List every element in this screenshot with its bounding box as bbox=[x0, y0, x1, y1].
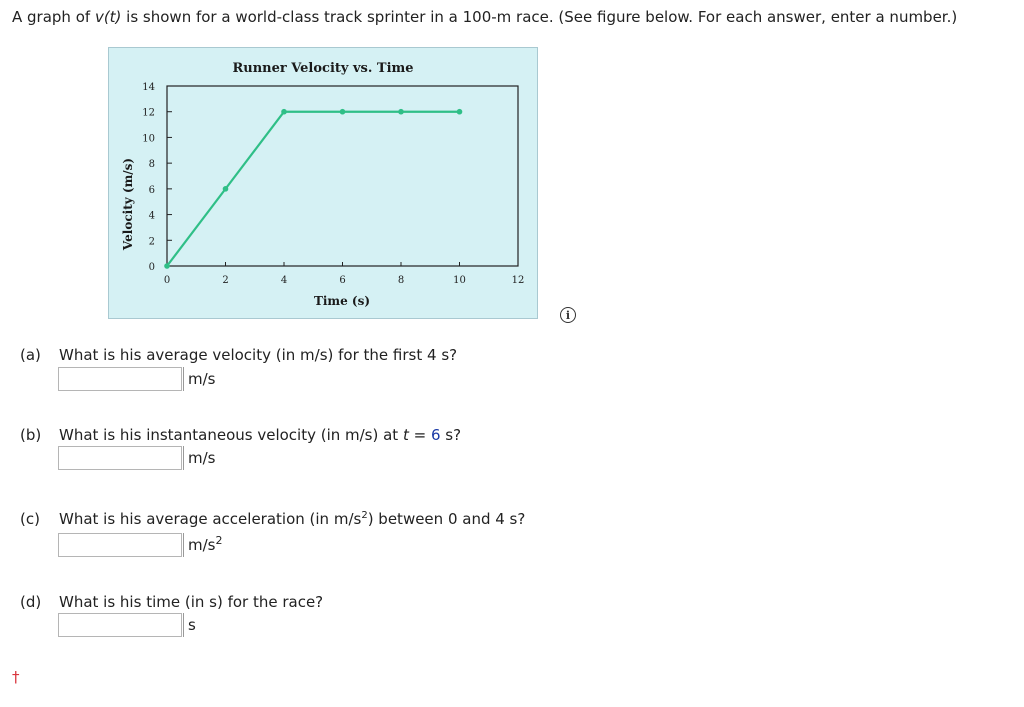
x-axis-label: Time (s) bbox=[313, 294, 371, 308]
data-point bbox=[281, 109, 287, 115]
x-tick-label: 4 bbox=[280, 275, 288, 286]
data-point bbox=[223, 186, 229, 192]
question-d-text: What is his time (in s) for the race? bbox=[59, 593, 324, 611]
x-tick-label: 12 bbox=[511, 275, 525, 286]
question-b-label: (b) bbox=[20, 426, 42, 444]
x-tick-label: 2 bbox=[222, 275, 229, 286]
x-tick-label: 0 bbox=[163, 275, 171, 286]
question-a-label: (a) bbox=[20, 346, 41, 364]
question-b bbox=[20, 426, 461, 444]
y-tick-label: 14 bbox=[142, 82, 155, 93]
data-point bbox=[340, 109, 346, 115]
answer-b-input[interactable] bbox=[58, 446, 182, 470]
x-tick-label: 10 bbox=[453, 275, 466, 286]
question-b-text-mid: = bbox=[408, 426, 431, 444]
question-a-text: What is his average velocity (in m/s) for the first 4 s? bbox=[59, 346, 458, 364]
question-d-label: (d) bbox=[20, 593, 42, 611]
question-c-text-post: ) between 0 and 4 s? bbox=[367, 510, 526, 528]
answer-a-input[interactable] bbox=[58, 367, 182, 391]
chart-svg bbox=[109, 48, 539, 320]
data-point bbox=[398, 109, 404, 115]
answer-c-input[interactable] bbox=[58, 533, 182, 557]
y-tick-label: 10 bbox=[142, 133, 155, 145]
question-c-label: (c) bbox=[20, 510, 40, 528]
answer-a-unit: m/s bbox=[183, 367, 215, 391]
y-tick-label: 0 bbox=[148, 262, 155, 273]
answer-d-unit: s bbox=[183, 613, 196, 637]
question-c bbox=[20, 510, 525, 528]
question-d bbox=[20, 593, 323, 611]
answer-c-unit bbox=[183, 533, 222, 557]
velocity-series-line bbox=[167, 112, 460, 266]
y-tick-label: 2 bbox=[148, 236, 155, 248]
y-tick-label: 6 bbox=[148, 184, 155, 196]
intro-function: v(t) bbox=[94, 8, 122, 26]
data-point bbox=[457, 109, 463, 115]
answer-c-unit-sup: 2 bbox=[215, 534, 223, 547]
question-b-text-post: s? bbox=[440, 426, 462, 444]
y-tick-label: 4 bbox=[148, 210, 155, 222]
y-tick-label: 8 bbox=[148, 159, 155, 171]
plot-area bbox=[142, 82, 524, 286]
question-b-var: t bbox=[402, 426, 409, 444]
y-tick-label: 12 bbox=[142, 107, 155, 119]
question-b-time-value: 6 bbox=[430, 426, 441, 444]
problem-statement bbox=[12, 8, 957, 26]
data-point bbox=[164, 263, 170, 269]
answer-d-input[interactable] bbox=[58, 613, 182, 637]
answer-b-unit: m/s bbox=[183, 446, 215, 470]
question-b-text-pre: What is his instantaneous velocity (in m/s) at bbox=[59, 426, 403, 444]
dagger-mark: † bbox=[12, 668, 20, 686]
info-icon[interactable]: i bbox=[560, 307, 576, 323]
question-c-sup: 2 bbox=[361, 510, 368, 521]
intro-text-pre: A graph of bbox=[12, 8, 95, 26]
y-axis-label: Velocity (m/s) bbox=[121, 157, 135, 251]
x-tick-label: 8 bbox=[397, 275, 405, 286]
chart-title: Runner Velocity vs. Time bbox=[232, 61, 414, 76]
question-a bbox=[20, 346, 457, 364]
question-c-text-pre: What is his average acceleration (in m/s bbox=[59, 510, 362, 528]
answer-c-unit-text: m/s bbox=[188, 536, 216, 554]
velocity-chart bbox=[108, 47, 538, 319]
x-tick-label: 6 bbox=[339, 275, 346, 286]
intro-text-post: is shown for a world-class track sprinter in a 100-m race. (See figure below. For each answer, enter a number.) bbox=[121, 8, 958, 26]
